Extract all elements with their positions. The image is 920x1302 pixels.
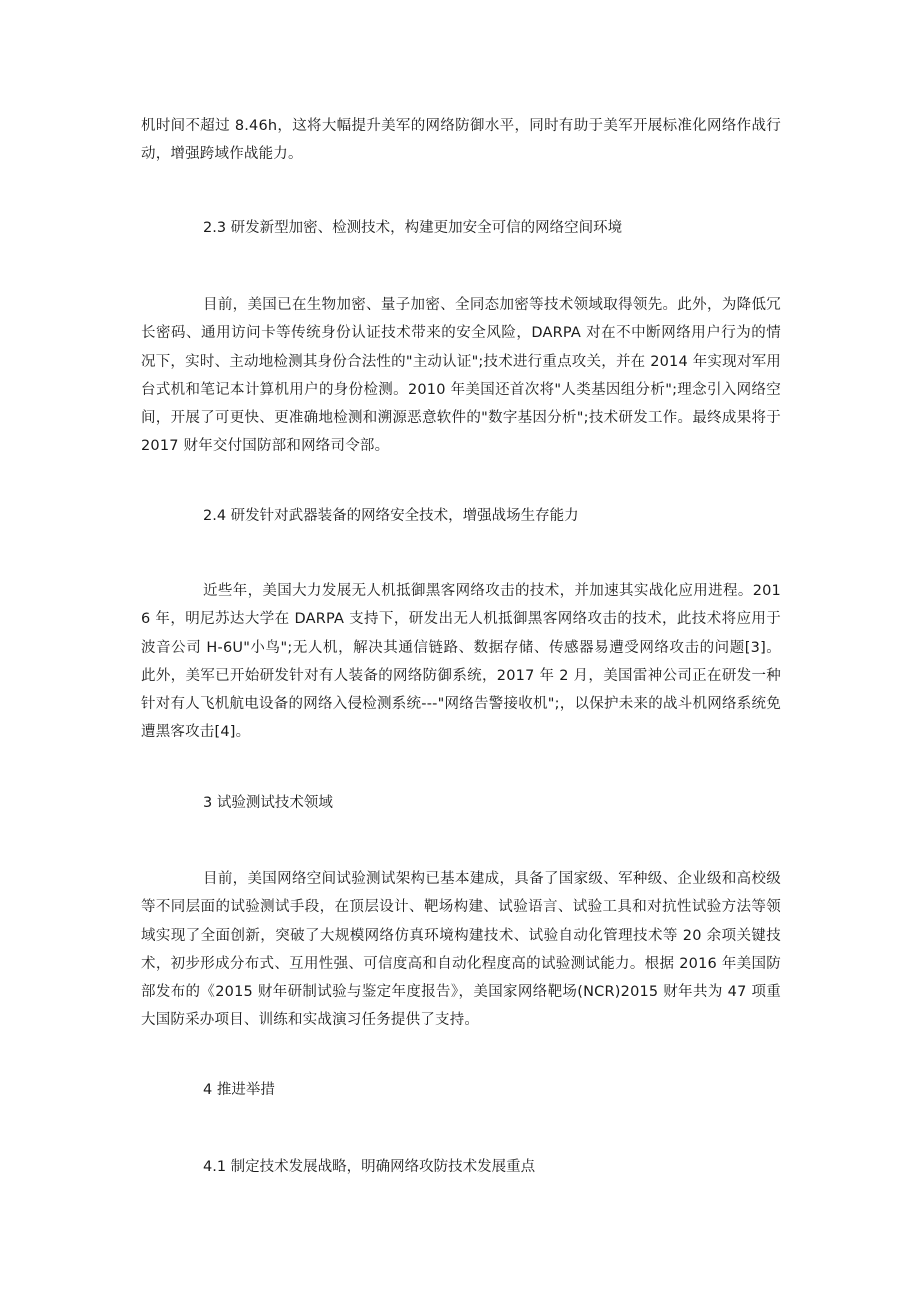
paragraph-continuation: 机时间不超过 8.46h，这将大幅提升美军的网络防御水平，同时有助于美军开展标准化网络作战行动，增强跨域作战能力。 xyxy=(141,118,781,163)
section-heading-2-3: 2.3 研发新型加密、检测技术，构建更加安全可信的网络空间环境 xyxy=(203,220,623,236)
section-heading-4: 4 推进举措 xyxy=(203,1082,275,1098)
section-heading-4-1: 4.1 制定技术发展战略，明确网络攻防技术发展重点 xyxy=(203,1159,536,1175)
paragraph-2-3: 目前，美国已在生物加密、量子加密、全同态加密等技术领域取得领先。此外，为降低冗长密码、通用访问卡等传统身份认证技术带来的安全风险，DARPA 对在不中断网络用户行为的情况下，实时、主动地检测其身份合法性的"主动认证";技术进行重点攻关，并在 2014 年实现对军用台式机和笔记本计算机用户的身份检测。2010 年美国还首次将"人类基因组分析";理念引入网络空间，开展了可更快、更准确地检测和溯源恶意软件的"数字基因分析";技术研发工作。最终成果将于 2017 财年交付国防部和网络司令部。 xyxy=(141,297,781,455)
section-heading-3: 3 试验测试技术领域 xyxy=(203,795,333,811)
paragraph-2-4: 近些年，美国大力发展无人机抵御黑客网络攻击的技术，并加速其实战化应用进程。2016 年，明尼苏达大学在 DARPA 支持下，研发出无人机抵御黑客网络攻击的技术，此技术将应用于波音公司 H-6U"小鸟";无人机，解决其通信链路、数据存储、传感器易遭受网络攻击的问题[3]。此外，美军已开始研发针对有人装备的网络防御系统，2017 年 2 月，美国雷神公司正在研发一种针对有人飞机航电设备的网络入侵检测系统---"网络告警接收机";，以保护未来的战斗机网络系统免遭黑客攻击[4]。 xyxy=(141,583,781,741)
paragraph-3: 目前，美国网络空间试验测试架构已基本建成，具备了国家级、军种级、企业级和高校级等不同层面的试验测试手段，在顶层设计、靶场构建、试验语言、试验工具和对抗性试验方法等领域实现了全面创新，突破了大规模网络仿真环境构建技术、试验自动化管理技术等 20 余项关键技术，初步形成分布式、互用性强、可信度高和自动化程度高的试验测试能力。根据 2016 年美国防部发布的《2015 财年研制试验与鉴定年度报告》，美国家网络靶场(NCR)2015 财年共为 47 项重大国防采办项目、训练和实战演习任务提供了支持。 xyxy=(141,871,781,1029)
section-heading-2-4: 2.4 研发针对武器装备的网络安全技术，增强战场生存能力 xyxy=(203,508,579,524)
